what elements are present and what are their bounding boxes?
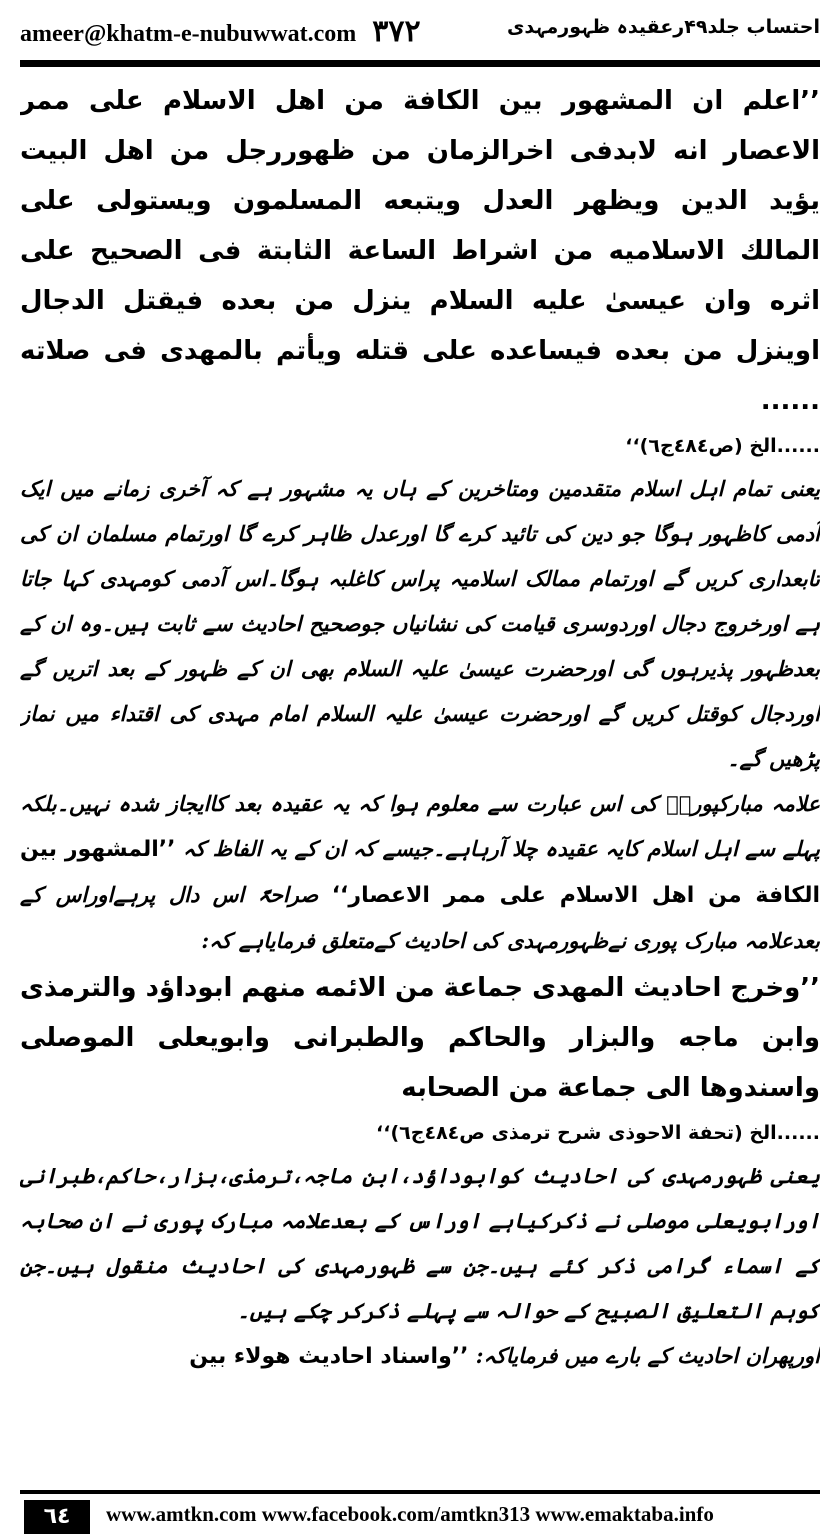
arabic-quote-1: ’’اعلم ان المشهور بين الكافة من اهل الاسلام على ممر الاعصار انه لابدفى اخرالزمان من ظهوررجل من اهل البيت يؤيد الدين ويظهر العدل ويتبعه المسلمون ويستولى على المالك الاسلاميه من اشراط الساعة الثابتة فى الصحيح على اثره وان عيسىٰ عليه السلام ينزل من بعده فيقتل الدجال اوينزل من بعده فيساعده على قتله ويأتم بالمهدى فى صلاته ...... xyxy=(20,86,820,416)
urdu-paragraph-4 xyxy=(20,1333,820,1379)
footer-links: www.amtkn.com www.facebook.com/amtkn313 www.emaktaba.info xyxy=(106,1502,714,1526)
urdu-paragraph-4-quote: ’’واسناد احاديث هولاء بين xyxy=(189,1344,469,1369)
urdu-paragraph-2-text-b: صراحۃً اس دال پرہےاوراس کے بعدعلامہ مبارک پوری نےظہورمہدی کی احادیث کےمتعلق فرمایاہے کہ: xyxy=(20,882,820,953)
footer-divider xyxy=(20,1490,820,1494)
urdu-paragraph-1: یعنی تمام اہل اسلام متقدمین ومتاخرین کے ہاں یہ مشہور ہے کہ آخری زمانے میں ایک آدمی کاظہور ہوگا جو دین کی تائید کرے گا اورعدل ظاہر کرے گا اورتمام مسلمان ان کی تابعداری کریں گے اورتمام ممالک اسلامیہ پراس کاغلبہ ہوگا۔اس آدمی کومہدی کہا جاتا ہے اورخروج دجال اوردوسری قیامت کی نشانیاں جوصحیح احادیث سے ثابت ہیں۔وہ ان کے بعدظہور پذیرہوں گی اورحضرت عیسیٰ علیہ السلام بھی ان کے ظہور کے بعد اتریں گے اوردجال کوقتل کریں گے اورحضرت عیسیٰ علیہ السلام امام مہدی کی اقتداء میں نماز پڑھیں گے۔ xyxy=(20,476,820,771)
header-book-title: احتساب جلد۴۹رعقیدہ ظہورمہدی xyxy=(507,16,820,38)
arabic-quote-2-reference: ......الخ (تحفة الاحوذى شرح ترمذى ص٤٨٤ج٦)‘‘ xyxy=(376,1122,820,1144)
page-footer xyxy=(20,1490,820,1534)
arabic-quote-1-reference: ......الخ (ص٤٨٤ج٦)‘‘ xyxy=(625,435,820,457)
urdu-paragraph-4-text: اورپھران احادیث کے بارے میں فرمایاکہ: xyxy=(475,1343,820,1368)
header-divider xyxy=(20,60,820,67)
page-header xyxy=(20,14,820,50)
page-body xyxy=(20,76,820,1468)
footer-page-number: ٦٤ xyxy=(24,1500,90,1534)
header-page-number: ۳۷۲ xyxy=(372,15,421,48)
arabic-quote-2: ’’وخرج احاديث المهدى جماعة من الائمه منهم ابوداؤد والترمذى وابن ماجه والبزار والحاكم والطبرانى وابويعلى الموصلى واسندوها الى جماعة من الصحابه xyxy=(20,973,820,1103)
header-email: ameer@khatm-e-nubuwwat.com xyxy=(20,21,357,47)
header-left xyxy=(20,14,421,49)
urdu-paragraph-2-quote: ’’المشهور بين الكافة من اهل الاسلام على ممر الاعصار‘‘ xyxy=(20,837,820,908)
urdu-paragraph-2 xyxy=(20,781,820,963)
urdu-paragraph-2-text-a: علامہ مبارکپوریؒ کی اس عبارت سے معلوم ہوا کہ یہ عقیدہ بعد کاایجاز شدہ نہیں۔بلکہ پہلے سے اہل اسلام کایہ عقیدہ چلا آرہاہے۔جیسے کہ ان کے یہ الفاظ کہ xyxy=(20,791,820,861)
urdu-paragraph-3: یعنی ظہورمہدی کی احادیث کوابوداؤد،ابن ماجہ،ترمذی،بزار،حاکم،طبرانی اورابویعلی موصلی نے ذکرکیاہے اوراس کے بعدعلامہ مبارک پوری نے ان صحابہ کے اسماء گرامی ذکر کئے ہیں۔جن سے ظہورمہدی کی احادیث منقول ہیں۔جن کوہم التعلیق الصبیح کے حوالہ سے پہلے ذکرکر چکے ہیں۔ xyxy=(20,1163,820,1323)
